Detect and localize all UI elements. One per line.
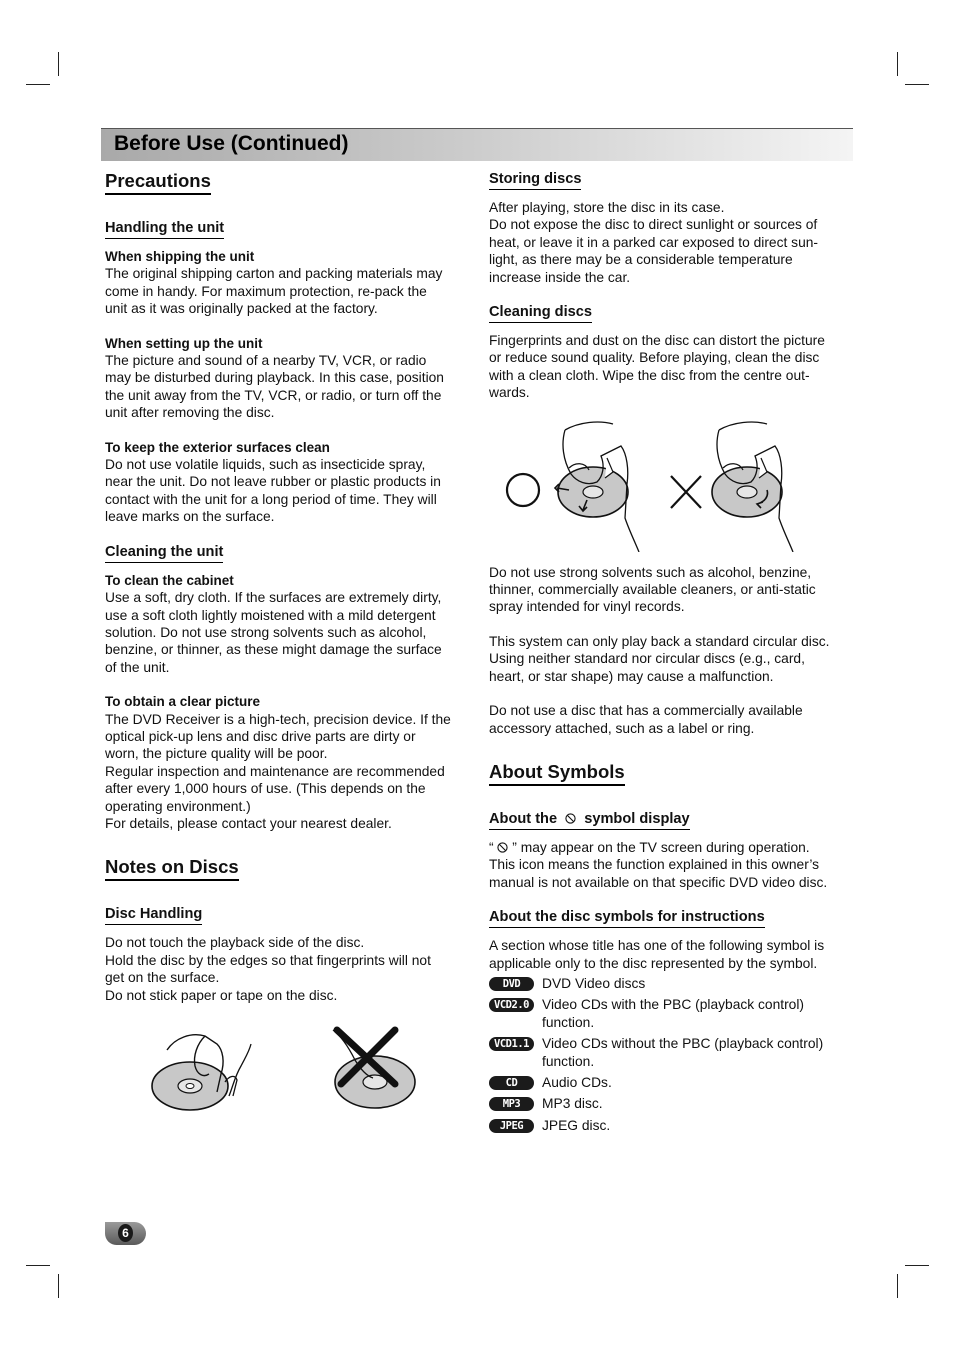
vcd11-badge: VCD1.1 — [489, 1037, 534, 1051]
disc-wipe-circular-image — [712, 422, 793, 552]
exterior-subheading: To keep the exterior surfaces clean — [105, 439, 330, 455]
correct-mark-icon — [507, 474, 539, 506]
crop-mark — [58, 1274, 59, 1298]
list-item-text: JPEG disc. — [542, 1117, 611, 1133]
list-item — [489, 1117, 851, 1134]
disc-cleaning-image — [489, 418, 851, 552]
crop-mark — [26, 84, 50, 85]
crop-mark — [897, 52, 898, 76]
shipping-subheading: When shipping the unit — [105, 249, 255, 264]
precautions-heading: Precautions — [105, 170, 211, 195]
setting-up-text: The picture and sound of a nearby TV, VCR, or radio may be disturbed during playback. In this case, position the unit away from the TV, VCR, or radio, or turn off the unit after removing the disc. — [105, 353, 444, 421]
crop-mark — [897, 1274, 898, 1298]
crop-mark — [905, 1265, 929, 1266]
symbol-display-heading-pre: About the — [489, 810, 558, 827]
page-number-tab — [105, 1222, 146, 1245]
symbol-display-text — [489, 839, 851, 891]
disc-handling-heading: Disc Handling — [105, 905, 202, 925]
list-item-text: Audio CDs. — [542, 1074, 612, 1090]
cd-badge: CD — [489, 1076, 534, 1090]
notes-on-discs-heading: Notes on Discs — [105, 856, 239, 881]
disc-touch-surface-image — [333, 1030, 415, 1108]
incorrect-mark-icon — [671, 476, 701, 508]
setting-up-subheading: When setting up the unit — [105, 335, 263, 351]
accessory-text: Do not use a disc that has a commercially available accessory attached, such as a label or ring. — [489, 703, 803, 736]
list-item — [489, 1074, 851, 1091]
storing-discs-text: After playing, store the disc in its case. Do not expose the disc to direct sunlight or sources of heat, or leave it in a parked car exposed to direct sun- light, as there may be a considerable temperature increase inside the car. — [489, 200, 819, 285]
disc-cleaning-illustration — [489, 418, 851, 552]
list-item-text: Video CDs without the PBC (playback control) function. — [542, 1036, 824, 1069]
disc-handling-image — [105, 1022, 467, 1122]
symbol-display-heading — [489, 810, 690, 830]
clear-picture-text: The DVD Receiver is a high-tech, precision device. If the optical pick-up lens and disc drive parts are dirty or worn, the picture quality will be poor. Regular inspection and maintenance are recommended after every 1,000 hours of use. (This depends on the operating environment.) For details, please contact your nearest dealer. — [105, 711, 451, 831]
symbol-display-text-post: ” may appear on the TV screen during operation. This icon means the function explained in this owner’s manual is not available on that specific DVD video disc. — [489, 839, 828, 890]
handling-unit-heading: Handling the unit — [105, 219, 224, 239]
right-column — [489, 170, 851, 1138]
list-item-text: DVD Video discs — [542, 975, 646, 991]
list-item — [489, 996, 851, 1031]
list-item-text: Video CDs with the PBC (playback control) function. — [542, 997, 804, 1030]
dvd-badge: DVD — [489, 977, 534, 991]
crop-mark — [58, 52, 59, 76]
disc-symbol-list — [489, 975, 851, 1134]
symbol-display-text-pre: “ — [489, 839, 494, 855]
cleaning-discs-text: Fingerprints and dust on the disc can distort the picture or reduce sound quality. Before playing, clean the disc with a clean cloth. Wipe the disc from the centre out- wards. — [489, 333, 825, 401]
left-column — [105, 170, 467, 1122]
list-item — [489, 1095, 851, 1112]
solvents-text: Do not use strong solvents such as alcohol, benzine, thinner, commercially available cleaners, or anti-static spray intended for vinyl records. — [489, 564, 816, 615]
disc-handling-text: Do not touch the playback side of the disc. Hold the disc by the edges so that fingerprints will not get on the surface. Do not stick paper or tape on the disc. — [105, 935, 431, 1003]
circular-disc-text: This system can only play back a standard circular disc. Using neither standard nor circular discs (e.g., card, heart, or star shape) may cause a malfunction. — [489, 633, 830, 684]
clean-cabinet-subheading: To clean the cabinet — [105, 572, 234, 588]
list-item-text: MP3 disc. — [542, 1096, 603, 1112]
disc-symbols-heading: About the disc symbols for instructions — [489, 908, 765, 928]
symbol-display-heading-post: symbol display — [584, 810, 690, 827]
jpeg-badge: JPEG — [489, 1119, 534, 1133]
page-title-bar — [101, 128, 853, 161]
disc-symbols-text: A section whose title has one of the following symbol is applicable only to the disc represented by the symbol. — [489, 938, 825, 971]
cleaning-unit-heading: Cleaning the unit — [105, 543, 223, 563]
vcd20-badge: VCD2.0 — [489, 998, 534, 1012]
crop-mark — [26, 1265, 50, 1266]
prohibited-icon — [497, 842, 508, 853]
storing-discs-heading: Storing discs — [489, 170, 581, 190]
disc-hold-edges-image — [152, 1035, 251, 1110]
exterior-text: Do not use volatile liquids, such as insecticide spray, near the unit. Do not leave rubber or plastic products in contact with the unit for a long period of time. They will leave marks on the surface. — [105, 457, 441, 525]
list-item — [489, 1035, 851, 1070]
disc-wipe-outward-image — [555, 422, 639, 552]
list-item — [489, 975, 851, 992]
cleaning-discs-heading: Cleaning discs — [489, 303, 592, 323]
about-symbols-heading: About Symbols — [489, 761, 625, 786]
page-title: Before Use (Continued) — [114, 132, 349, 155]
clean-cabinet-text: Use a soft, dry cloth. If the surfaces are extremely dirty, use a soft cloth lightly moistened with a mild detergent solution. Do not use strong solvents such as alcohol, benzine, or thinner, as these might damage the surface of the unit. — [105, 590, 442, 675]
disc-handling-illustration — [105, 1022, 467, 1122]
crop-mark — [905, 84, 929, 85]
prohibited-icon — [565, 813, 576, 824]
page-number: 6 — [118, 1224, 133, 1242]
shipping-text: The original shipping carton and packing materials may come in handy. For maximum protection, re-pack the unit as it was originally packed at the factory. — [105, 266, 443, 317]
mp3-badge: MP3 — [489, 1097, 534, 1111]
clear-picture-subheading: To obtain a clear picture — [105, 694, 261, 710]
